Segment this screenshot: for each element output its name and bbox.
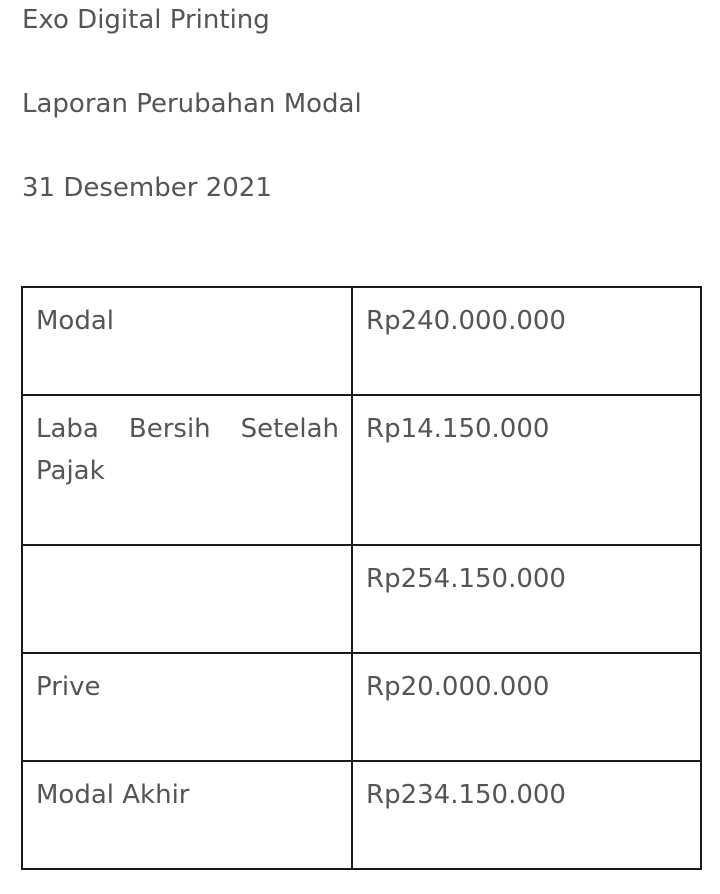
table-row xyxy=(22,545,701,653)
company-name: Exo Digital Printing xyxy=(22,5,270,35)
equity-statement-table xyxy=(21,286,702,870)
row-value: Rp14.150.000 xyxy=(352,395,701,545)
table-row xyxy=(22,395,701,545)
row-label: Prive xyxy=(22,653,352,761)
row-value: Rp240.000.000 xyxy=(352,287,701,395)
table-row xyxy=(22,287,701,395)
row-label xyxy=(22,545,352,653)
row-value: Rp254.150.000 xyxy=(352,545,701,653)
row-label: Modal xyxy=(22,287,352,395)
row-value: Rp20.000.000 xyxy=(352,653,701,761)
table-row xyxy=(22,653,701,761)
report-date: 31 Desember 2021 xyxy=(22,173,272,203)
table-row xyxy=(22,761,701,869)
row-label: Modal Akhir xyxy=(22,761,352,869)
row-label: Laba Bersih Setelah Pajak xyxy=(22,395,352,545)
report-title: Laporan Perubahan Modal xyxy=(22,89,362,119)
row-value: Rp234.150.000 xyxy=(352,761,701,869)
